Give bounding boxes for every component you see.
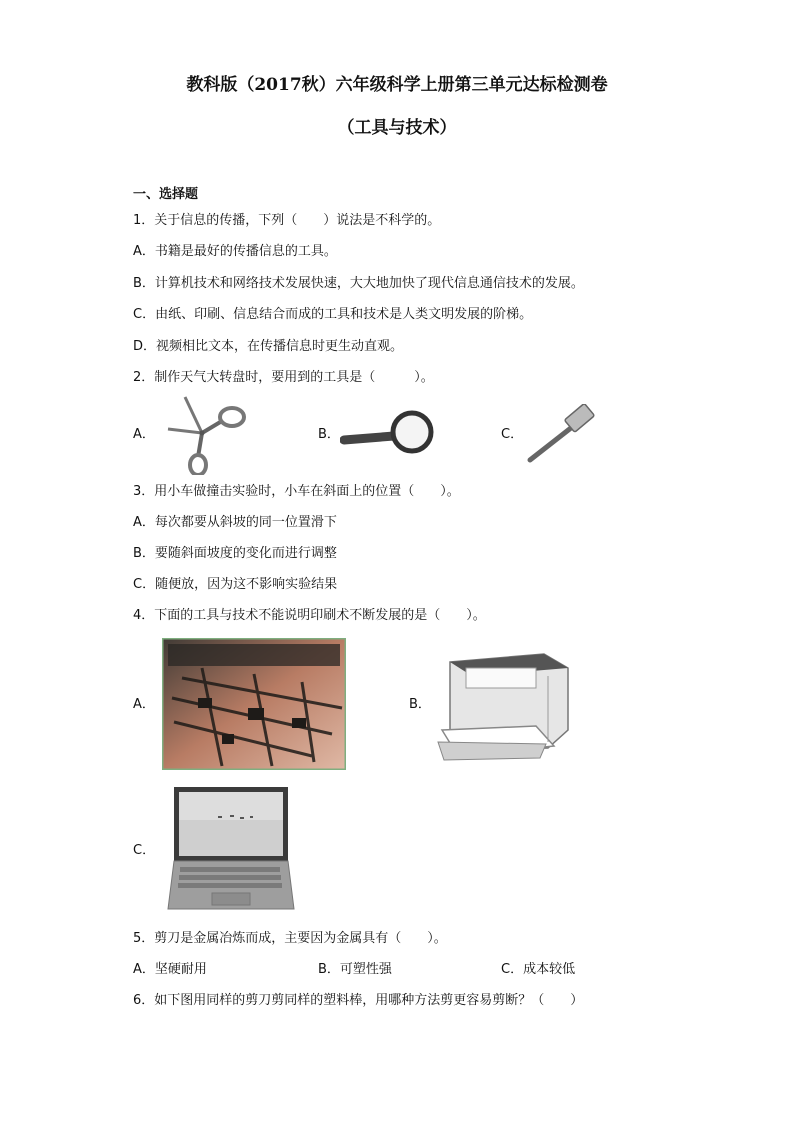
q5-option-a[interactable]: A．坚硬耐用: [133, 962, 207, 977]
q3-option-a[interactable]: A．每次都要从斜坡的同一位置滑下: [133, 515, 337, 530]
q2-stem: 2．制作天气大转盘时，要用到的工具是（ ）。: [133, 370, 434, 385]
q1-option-a[interactable]: A．书籍是最好的传播信息的工具。: [133, 244, 337, 259]
q1-option-c[interactable]: C．由纸、印刷、信息结合而成的工具和技术是人类文明发展的阶梯。: [133, 307, 533, 322]
q3-option-c[interactable]: C．随便放，因为这不影响实验结果: [133, 577, 338, 592]
q4-option-b[interactable]: B．: [409, 697, 431, 712]
hammer-image: [524, 404, 600, 466]
scissors-image: [160, 393, 250, 475]
q3-stem: 3．用小车做撞击实验时，小车在斜面上的位置（ ）。: [133, 484, 460, 499]
q2-option-a[interactable]: A．: [133, 427, 155, 442]
magnifier-image: [340, 408, 436, 458]
q6-stem: 6．如下图用同样的剪刀剪同样的塑料棒，用哪种方法剪更容易剪断？（ ）: [133, 993, 584, 1008]
q4-option-c[interactable]: C．: [133, 843, 156, 858]
q2-option-c[interactable]: C．: [501, 427, 524, 442]
q3-option-b[interactable]: B．要随斜面坡度的变化而进行调整: [133, 546, 337, 561]
q4-option-a[interactable]: A．: [133, 697, 155, 712]
q5-option-c[interactable]: C．成本较低: [501, 962, 576, 977]
section-heading: 一、选择题: [133, 187, 199, 202]
printing-press-image: [162, 638, 346, 770]
q5-option-b[interactable]: B．可塑性强: [318, 962, 392, 977]
exam-subtitle: （工具与技术）: [337, 118, 457, 138]
exam-title: 教科版（2017秋）六年级科学上册第三单元达标检测卷: [186, 75, 608, 95]
q1-option-d[interactable]: D．视频相比文本，在传播信息时更生动直观。: [133, 339, 404, 354]
q4-stem: 4．下面的工具与技术不能说明印刷术不断发展的是（ ）。: [133, 608, 486, 623]
laptop-image: [164, 783, 296, 915]
q5-stem: 5．剪刀是金属冶炼而成，主要因为金属具有（ ）。: [133, 931, 447, 946]
q1-stem: 1．关于信息的传播，下列（ ）说法是不科学的。: [133, 213, 441, 228]
q2-option-b[interactable]: B．: [318, 427, 340, 442]
laser-printer-image: [436, 646, 572, 764]
q1-option-b[interactable]: B．计算机技术和网络技术发展快速，大大地加快了现代信息通信技术的发展。: [133, 276, 584, 291]
